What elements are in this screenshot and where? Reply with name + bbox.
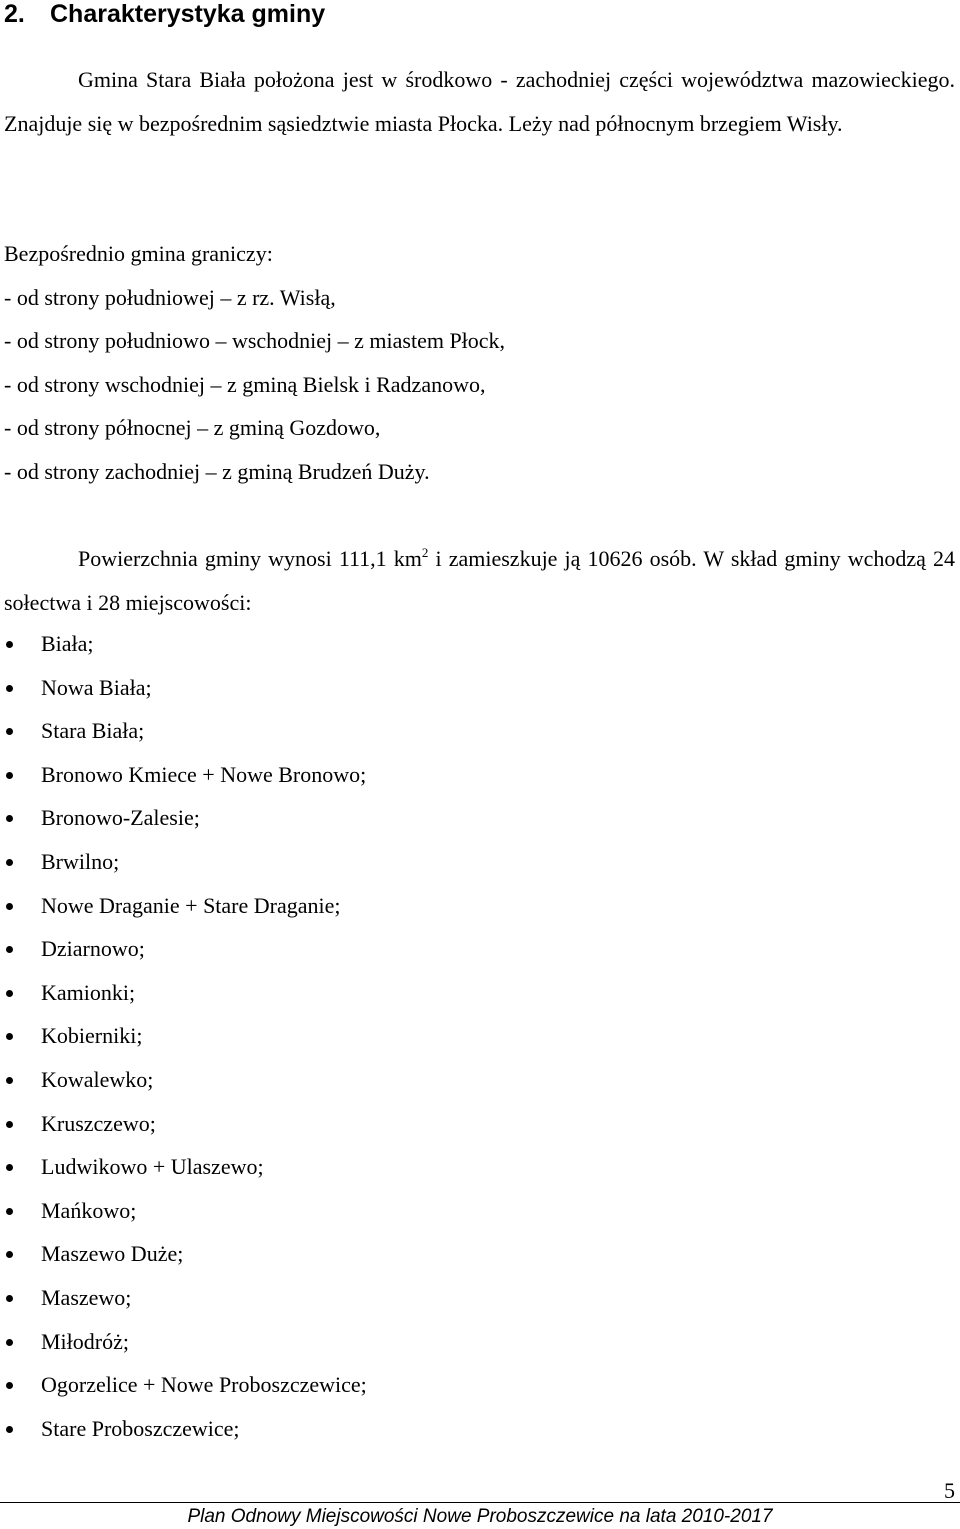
bullet-icon [6, 1164, 13, 1171]
border-item: - od strony północnej – z gminą Gozdowo, [4, 415, 381, 440]
locality-name: Kruszczewo; [41, 1110, 156, 1136]
bullet-icon [6, 641, 13, 648]
bullet-icon [6, 685, 13, 692]
locality-name: Nowe Draganie + Stare Draganie; [41, 892, 341, 918]
list-item [0, 717, 367, 761]
list-item [0, 892, 367, 936]
locality-name: Brwilno; [41, 848, 120, 874]
bullet-icon [6, 859, 13, 866]
list-item [0, 1371, 367, 1415]
bullet-icon [6, 772, 13, 779]
area-superscript: 2 [421, 545, 429, 560]
list-item [0, 1328, 367, 1372]
border-item: - od strony południowej – z rz. Wisłą, [4, 285, 336, 310]
localities-list [0, 630, 367, 1458]
bullet-icon [6, 1251, 13, 1258]
locality-name: Dziarnowo; [41, 936, 145, 962]
borders-title: Bezpośrednio gmina graniczy: [4, 241, 273, 266]
bullet-icon [6, 1426, 13, 1433]
locality-name: Maszewo Duże; [41, 1241, 184, 1267]
footer-divider [0, 1502, 960, 1503]
locality-name: Kobierniki; [41, 1023, 143, 1049]
bullet-icon [6, 1339, 13, 1346]
list-item [0, 761, 367, 805]
locality-name: Stara Biała; [41, 718, 145, 744]
locality-name: Nowa Biała; [41, 674, 152, 700]
list-item [0, 1415, 367, 1459]
locality-name: Miłodróż; [41, 1328, 129, 1354]
border-item: - od strony wschodniej – z gminą Bielsk i Radzanowo, [4, 372, 486, 397]
area-text-after: i zamieszkuje ją 10626 osób. W skład gminy wchodzą 24 sołectwa i 28 miejscowości: [4, 546, 955, 615]
bullet-icon [6, 1033, 13, 1040]
bullet-icon [6, 1382, 13, 1389]
locality-name: Ludwikowo + Ulaszewo; [41, 1154, 264, 1180]
area-paragraph [4, 537, 955, 624]
list-item [0, 1022, 367, 1066]
locality-name: Ogorzelice + Nowe Proboszczewice; [41, 1372, 367, 1398]
bullet-icon [6, 903, 13, 910]
bullet-icon [6, 946, 13, 953]
locality-name: Bronowo Kmiece + Nowe Bronowo; [41, 761, 367, 787]
list-item [0, 979, 367, 1023]
locality-name: Kowalewko; [41, 1066, 154, 1092]
footer-text: Plan Odnowy Miejscowości Nowe Proboszczewice na lata 2010-2017 [187, 1506, 773, 1527]
page-number: 5 [944, 1478, 955, 1503]
bullet-icon [6, 990, 13, 997]
list-item [0, 1240, 367, 1284]
section-number: 2. [4, 0, 25, 28]
list-item [0, 630, 367, 674]
locality-name: Bronowo-Zalesie; [41, 805, 200, 831]
list-item [0, 1153, 367, 1197]
area-text-before: Powierzchnia gminy wynosi 111,1 km [78, 546, 422, 571]
locality-name: Biała; [41, 631, 94, 656]
locality-name: Mańkowo; [41, 1197, 137, 1223]
list-item [0, 1066, 367, 1110]
border-item: - od strony zachodniej – z gminą Brudzeń Duży. [4, 459, 430, 484]
bullet-icon [6, 1121, 13, 1128]
list-item [0, 1110, 367, 1154]
section-title: Charakterystyka gminy [50, 0, 326, 28]
list-item [0, 804, 367, 848]
bullet-icon [6, 1295, 13, 1302]
locality-name: Kamionki; [41, 979, 136, 1005]
intro-paragraph [4, 58, 955, 145]
list-item [0, 935, 367, 979]
bullet-icon [6, 1208, 13, 1215]
border-item: - od strony południowo – wschodniej – z miastem Płock, [4, 328, 506, 353]
list-item [0, 848, 367, 892]
list-item [0, 674, 367, 718]
locality-name: Maszewo; [41, 1284, 132, 1310]
bullet-icon [6, 728, 13, 735]
section-heading [4, 0, 325, 30]
bullet-icon [6, 815, 13, 822]
bullet-icon [6, 1077, 13, 1084]
list-item [0, 1284, 367, 1328]
locality-name: Stare Proboszczewice; [41, 1415, 240, 1441]
intro-text: Gmina Stara Biała położona jest w środkowo - zachodniej części województwa mazowieckiego. Znajduje się w bezpośrednim sąsiedztwie miasta Płocka. Leży nad północnym brzegiem Wisły. [4, 67, 955, 136]
list-item [0, 1197, 367, 1241]
